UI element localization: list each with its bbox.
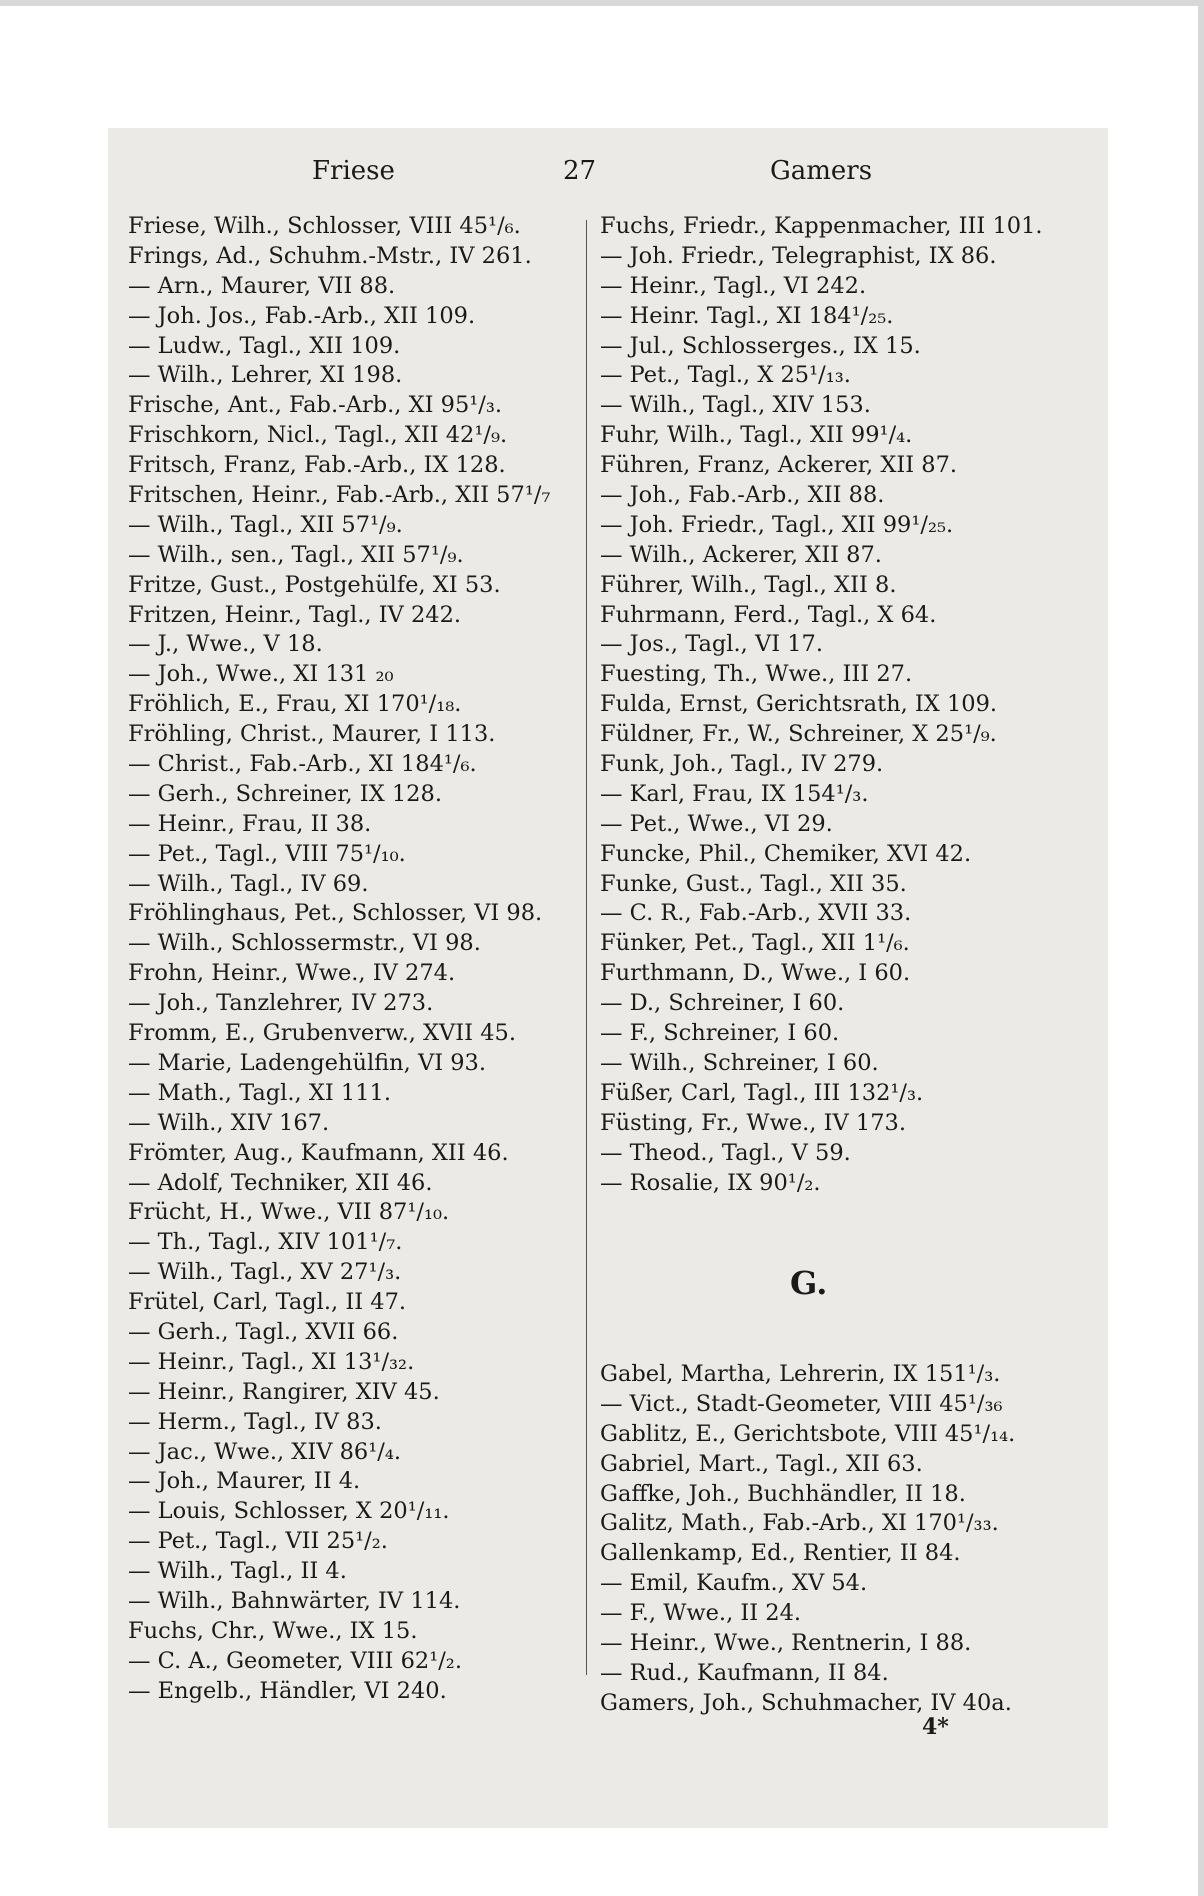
directory-entry: — Wilh., Tagl., IV 69. <box>128 870 369 897</box>
directory-entry: — Wilh., Tagl., XII 57¹/₉. <box>128 511 403 538</box>
directory-entry: Fuesting, Th., Wwe., III 27. <box>600 661 913 688</box>
directory-entry: — Joh., Maurer, II 4. <box>128 1468 361 1495</box>
directory-entry: Frische, Ant., Fab.-Arb., XI 95¹/₃. <box>128 392 503 419</box>
directory-entry: — Gerh., Schreiner, IX 128. <box>128 780 442 807</box>
header-left-keyword: Friese <box>312 156 395 186</box>
directory-entry: — C. A., Geometer, VIII 62¹/₂. <box>128 1647 462 1674</box>
directory-entry: — Marie, Ladengehülfin, VI 93. <box>128 1049 487 1076</box>
directory-entry: — Pet., Tagl., X 25¹/₁₃. <box>600 362 851 389</box>
directory-entry: — Gerh., Tagl., XVII 66. <box>128 1318 399 1345</box>
directory-entry: Funcke, Phil., Chemiker, XVI 42. <box>600 840 972 867</box>
directory-entry: Fuhr, Wilh., Tagl., XII 99¹/₄. <box>600 422 913 449</box>
directory-entry: — J., Wwe., V 18. <box>128 631 323 658</box>
directory-entry: Fritsch, Franz, Fab.-Arb., IX 128. <box>128 452 506 479</box>
directory-entry: — Jac., Wwe., XIV 86¹/₄. <box>128 1438 402 1465</box>
directory-entry: — Arn., Maurer, VII 88. <box>128 272 396 299</box>
directory-entry: Führer, Wilh., Tagl., XII 8. <box>600 571 897 598</box>
directory-entry: — Heinr., Tagl., XI 13¹/₃₂. <box>128 1348 415 1375</box>
directory-entry: — Wilh., Bahnwärter, IV 114. <box>128 1587 461 1614</box>
directory-entry: — Jos., Tagl., VI 17. <box>600 631 824 658</box>
directory-entry: — Heinr., Frau, II 38. <box>128 810 372 837</box>
directory-entry: Fröhling, Christ., Maurer, I 113. <box>128 721 496 748</box>
directory-entry: Frischkorn, Nicl., Tagl., XII 42¹/₉. <box>128 422 508 449</box>
directory-entry: Fünker, Pet., Tagl., XII 1¹/₆. <box>600 930 910 957</box>
directory-entry: Füßer, Carl, Tagl., III 132¹/₃. <box>600 1079 924 1106</box>
directory-entry: — Math., Tagl., XI 111. <box>128 1079 391 1106</box>
directory-entry: — Wilh., Tagl., XV 27¹/₃. <box>128 1259 402 1286</box>
directory-entry: Fuhrmann, Ferd., Tagl., X 64. <box>600 601 937 628</box>
directory-entry: Galitz, Math., Fab.-Arb., XI 170¹/₃₃. <box>600 1510 999 1537</box>
directory-entry: Gamers, Joh., Schuhmacher, IV 40a. <box>600 1689 1012 1716</box>
directory-entry: Frohn, Heinr., Wwe., IV 274. <box>128 960 456 987</box>
section-letter-g: G. <box>790 1264 828 1302</box>
page-header <box>108 156 1108 196</box>
directory-entry: — Wilh., Schreiner, I 60. <box>600 1049 879 1076</box>
directory-entry: — Ludw., Tagl., XII 109. <box>128 332 401 359</box>
scan-top-edge <box>0 0 1204 6</box>
directory-entry: — F., Schreiner, I 60. <box>600 1020 840 1047</box>
directory-entry: Fritzen, Heinr., Tagl., IV 242. <box>128 601 462 628</box>
column-divider <box>586 220 587 1675</box>
directory-entry: — Rud., Kaufmann, II 84. <box>600 1659 889 1686</box>
directory-entry: — Heinr. Tagl., XI 184¹/₂₅. <box>600 302 894 329</box>
directory-entry: Füsting, Fr., Wwe., IV 173. <box>600 1109 906 1136</box>
directory-entry: Führen, Franz, Ackerer, XII 87. <box>600 452 958 479</box>
scan-right-edge <box>1198 0 1204 1896</box>
right-column <box>600 212 1043 1198</box>
directory-entry: — Wilh., Tagl., XIV 153. <box>600 392 871 419</box>
directory-entry: Funk, Joh., Tagl., IV 279. <box>600 751 884 778</box>
right-column-g-section <box>600 1360 1040 1719</box>
directory-entry: — Rosalie, IX 90¹/₂. <box>600 1169 821 1196</box>
directory-entry: — Wilh., Schlossermstr., VI 98. <box>128 930 481 957</box>
directory-entry: — Joh., Tanzlehrer, IV 273. <box>128 990 434 1017</box>
directory-entry: — Pet., Tagl., VII 25¹/₂. <box>128 1528 388 1555</box>
directory-entry: Gabriel, Mart., Tagl., XII 63. <box>600 1450 923 1477</box>
directory-entry: — Louis, Schlosser, X 20¹/₁₁. <box>128 1498 450 1525</box>
directory-entry: — Joh., Fab.-Arb., XII 88. <box>600 482 885 509</box>
printer-signature: 4* <box>922 1714 949 1740</box>
directory-entry: — Vict., Stadt-Geometer, VIII 45¹/₃₆ <box>600 1390 1003 1417</box>
directory-entry: — Joh. Friedr., Telegraphist, IX 86. <box>600 242 997 269</box>
directory-entry: Furthmann, D., Wwe., I 60. <box>600 960 911 987</box>
directory-entry: — Pet., Tagl., VIII 75¹/₁₀. <box>128 840 406 867</box>
directory-entry: Fromm, E., Grubenverw., XVII 45. <box>128 1020 517 1047</box>
directory-entry: — Engelb., Händler, VI 240. <box>128 1677 447 1704</box>
directory-entry: Friese, Wilh., Schlosser, VIII 45¹/₆. <box>128 213 521 239</box>
directory-entry: Frömter, Aug., Kaufmann, XII 46. <box>128 1139 509 1166</box>
directory-entry: Frütel, Carl, Tagl., II 47. <box>128 1289 407 1316</box>
directory-entry: — Pet., Wwe., VI 29. <box>600 810 833 837</box>
directory-entry: — Th., Tagl., XIV 101¹/₇. <box>128 1229 403 1256</box>
directory-entry: — Wilh., Lehrer, XI 198. <box>128 362 403 389</box>
directory-entry: Füldner, Fr., W., Schreiner, X 25¹/₉. <box>600 721 997 748</box>
directory-entry: — Wilh., XIV 167. <box>128 1109 330 1136</box>
directory-entry: — C. R., Fab.-Arb., XVII 33. <box>600 900 912 927</box>
left-column <box>128 212 588 1707</box>
directory-entry: Gabel, Martha, Lehrerin, IX 151¹/₃. <box>600 1361 1001 1387</box>
directory-entry: — Joh., Wwe., XI 131 ₂₀ <box>128 661 394 688</box>
directory-entry: Fröhlich, E., Frau, XI 170¹/₁₈. <box>128 691 462 718</box>
directory-entry: — Emil, Kaufm., XV 54. <box>600 1570 868 1597</box>
directory-entry: — Wilh., Ackerer, XII 87. <box>600 541 882 568</box>
directory-entry: Gaffke, Joh., Buchhändler, II 18. <box>600 1480 966 1507</box>
directory-entry: — F., Wwe., II 24. <box>600 1600 802 1627</box>
directory-entry: — Karl, Frau, IX 154¹/₃. <box>600 780 869 807</box>
page-number: 27 <box>563 156 597 186</box>
directory-entry: — Wilh., sen., Tagl., XII 57¹/₉. <box>128 541 464 568</box>
directory-entry: — Heinr., Rangirer, XIV 45. <box>128 1378 440 1405</box>
directory-entry: Frücht, H., Wwe., VII 87¹/₁₀. <box>128 1199 450 1226</box>
directory-entry: — Theod., Tagl., V 59. <box>600 1139 851 1166</box>
directory-entry: Frings, Ad., Schuhm.-Mstr., IV 261. <box>128 242 532 269</box>
directory-entry: Gablitz, E., Gerichtsbote, VIII 45¹/₁₄. <box>600 1420 1016 1447</box>
directory-entry: Gallenkamp, Ed., Rentier, II 84. <box>600 1540 961 1567</box>
directory-entry: Fuchs, Friedr., Kappenmacher, III 101. <box>600 213 1043 239</box>
directory-entry: — Herm., Tagl., IV 83. <box>128 1408 382 1435</box>
directory-entry: — Heinr., Wwe., Rentnerin, I 88. <box>600 1630 972 1657</box>
directory-entry: Funke, Gust., Tagl., XII 35. <box>600 870 907 897</box>
directory-entry: — Jul., Schlosserges., IX 15. <box>600 332 921 359</box>
directory-entry: Fulda, Ernst, Gerichtsrath, IX 109. <box>600 691 998 718</box>
directory-entry: — Joh. Jos., Fab.-Arb., XII 109. <box>128 302 476 329</box>
directory-entry: — Heinr., Tagl., VI 242. <box>600 272 867 299</box>
directory-entry: — D., Schreiner, I 60. <box>600 990 845 1017</box>
directory-entry: — Wilh., Tagl., II 4. <box>128 1558 347 1585</box>
directory-entry: Fröhlinghaus, Pet., Schlosser, VI 98. <box>128 900 543 927</box>
directory-entry: Fuchs, Chr., Wwe., IX 15. <box>128 1617 418 1644</box>
directory-entry: — Christ., Fab.-Arb., XI 184¹/₆. <box>128 751 477 778</box>
directory-entry: — Joh. Friedr., Tagl., XII 99¹/₂₅. <box>600 511 954 538</box>
directory-entry: — Adolf, Techniker, XII 46. <box>128 1169 433 1196</box>
directory-entry: Fritze, Gust., Postgehülfe, XI 53. <box>128 571 501 598</box>
header-right-keyword: Gamers <box>770 156 873 186</box>
directory-entry: Fritschen, Heinr., Fab.-Arb., XII 57¹/₇ <box>128 482 551 509</box>
